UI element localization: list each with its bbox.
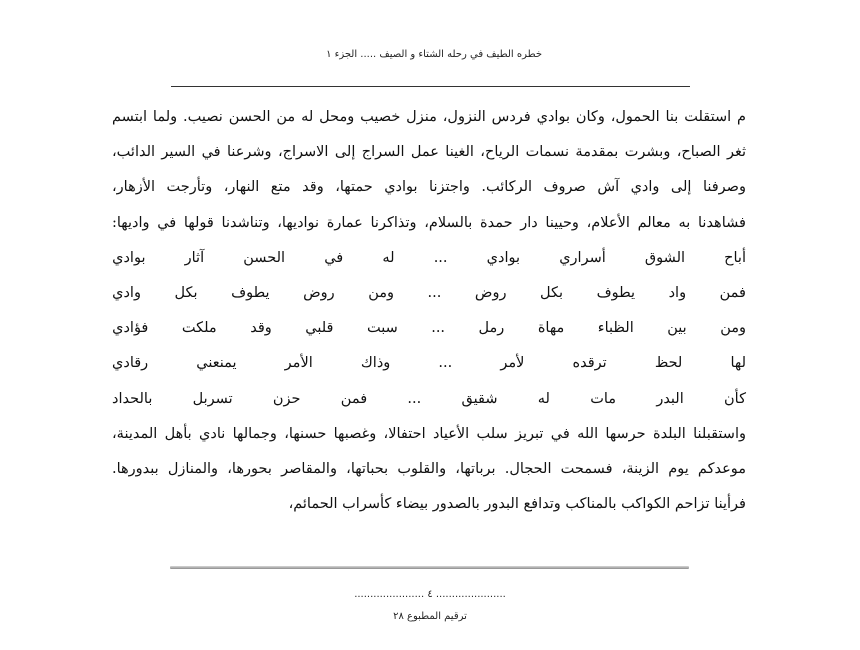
- verse-word: كأن: [724, 390, 746, 407]
- verse-word: وذاك: [360, 355, 391, 372]
- verse-word: بوادي: [486, 249, 521, 266]
- verse-separator: ...: [438, 355, 453, 372]
- paragraph-line: فرأينا تزاحم الكواكب بالمناكب وتدافع البدور بالصدور بيضاء كأسراب الحمائم،: [288, 496, 746, 513]
- verse-word: الظباء: [597, 320, 634, 337]
- print-page-number: ترقيم المطبوع ٢٨: [393, 611, 467, 622]
- verse-word: في: [324, 249, 344, 266]
- verse-word: الحسن: [243, 249, 286, 266]
- paragraph-line: ثغر الصباح، وبشرت بمقدمة نسمات الرياح، الغينا عمل السراج إلى الاسراج، وشرعنا في السير الدائب،: [112, 144, 746, 161]
- verse-word: روض: [474, 284, 507, 301]
- verse-word: يطوف: [231, 284, 270, 301]
- verse-word: ملكت: [181, 320, 217, 337]
- verse-word: ومن: [368, 284, 394, 301]
- verse-word: بالحداد: [112, 390, 153, 407]
- poem-verse: [112, 276, 746, 311]
- verse-word: رقادي: [112, 355, 149, 372]
- verse-word: يطوف: [596, 284, 636, 301]
- verse-word: بوادي: [112, 249, 146, 266]
- page-number: ...................... ٤ ......................: [354, 589, 506, 600]
- poem-verse: [112, 382, 746, 417]
- verse-word: له: [382, 249, 395, 266]
- verse-word: أسراري: [559, 249, 606, 266]
- verse-word: الشوق: [644, 249, 686, 266]
- verse-word: بين: [667, 320, 687, 337]
- verse-word: ترقده: [572, 355, 607, 372]
- verse-word: شقيق: [461, 390, 498, 407]
- verse-word: رمل: [478, 320, 505, 337]
- paragraph-line: م استقلت بنا الحمول، وكان بوادي فردس النزول، منزل خصيب ومحل له من الحسن نصيب. ولما ابتسم: [112, 109, 746, 125]
- verse-word: سبت: [366, 320, 398, 337]
- verse-word: أباح: [724, 249, 746, 266]
- verse-word: لأمر: [500, 355, 525, 372]
- verse-word: حزن: [272, 390, 301, 407]
- verse-word: لحظ: [654, 355, 683, 372]
- verse-word: قلبي: [305, 320, 334, 337]
- verse-word: الأمر: [284, 355, 313, 372]
- verse-word: وقد: [250, 320, 272, 337]
- verse-word: البدر: [656, 390, 684, 407]
- verse-word: مات: [590, 390, 617, 407]
- verse-word: فؤادي: [112, 320, 149, 337]
- poem: [112, 241, 746, 417]
- verse-word: وادي: [112, 284, 141, 301]
- body-text: [112, 100, 746, 522]
- verse-separator: ...: [433, 249, 448, 266]
- verse-word: ومن: [720, 320, 746, 337]
- verse-word: له: [537, 390, 550, 407]
- verse-word: واد: [668, 284, 687, 301]
- paragraph-line: فشاهدنا به معالم الأعلام، وحيينا دار حمدة بالسلام، وتذاكرنا عمارة نواديها، وتناشدنا قولها في واديها:: [112, 214, 746, 231]
- running-header-title: خطره الطيف في رحله الشتاء و الصيف ..... الجزء ١: [326, 49, 542, 60]
- verse-word: آثار: [184, 249, 205, 266]
- verse-separator: ...: [407, 390, 422, 407]
- verse-word: يمنعني: [196, 355, 237, 372]
- verse-separator: ...: [427, 284, 442, 301]
- paragraph-line: وصرفنا إلى وادي آش صروف الركائب. واجتزنا بوادي حمتها، وقد متع النهار، وتأرجت الأزهار،: [112, 179, 746, 196]
- verse-word: مهاة: [537, 320, 565, 337]
- verse-word: فمن: [340, 390, 368, 407]
- verse-word: لها: [730, 355, 746, 372]
- footer-divider: [170, 566, 689, 569]
- verse-word: تسربل: [192, 390, 233, 407]
- header-divider: [171, 86, 690, 87]
- poem-verse: [112, 311, 746, 346]
- poem-verse: [112, 241, 746, 276]
- verse-word: فمن: [719, 284, 746, 301]
- verse-word: بكل: [540, 284, 564, 301]
- paragraph-line: موعدكم يوم الزينة، فسمحت الحجال. برباتها، والقلوب بحباتها، والمقاصر بحورها، والمنازل ببدورها.: [112, 460, 746, 477]
- paragraph-line: واستقبلنا البلدة حرسها الله في تبريز سلب الأعياد احتفالا، وغصبها حسنها، وجمالها نادي بأهل المدينة،: [112, 425, 746, 442]
- verse-word: روض: [303, 284, 335, 301]
- verse-separator: ...: [431, 320, 446, 337]
- verse-word: بكل: [174, 284, 198, 301]
- poem-verse: [112, 346, 746, 381]
